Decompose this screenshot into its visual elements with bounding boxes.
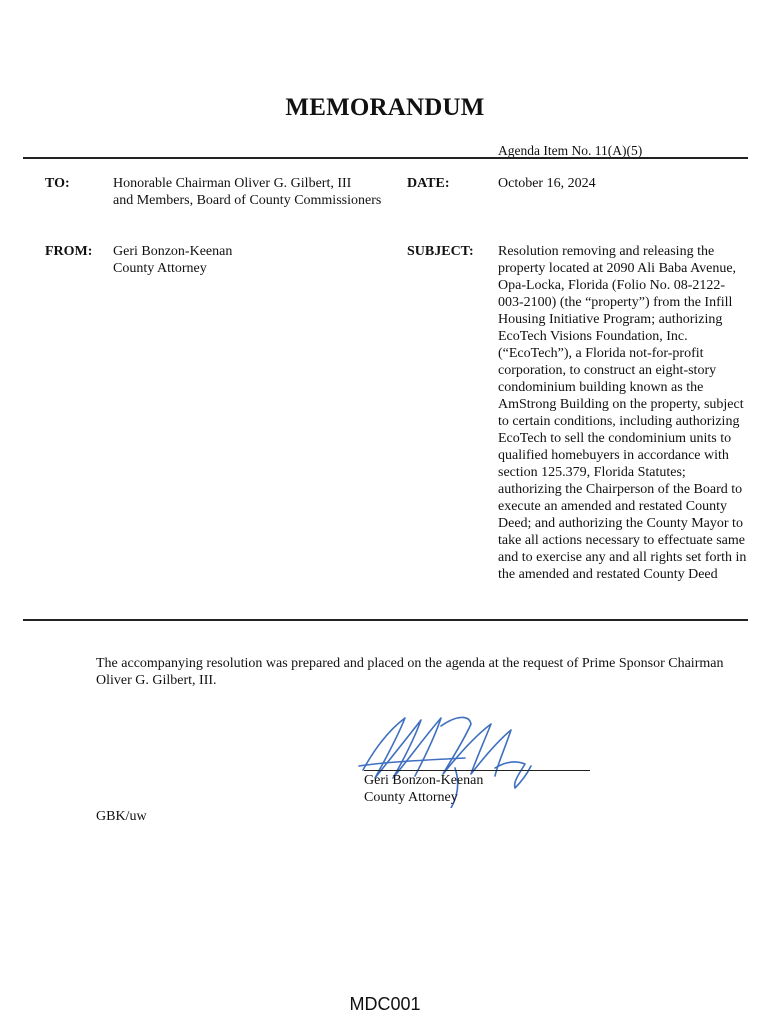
to-recipient-line-2: and Members, Board of County Commissioners: [113, 193, 382, 208]
from-title: County Attorney: [113, 261, 207, 276]
signature-stroke: [363, 718, 441, 778]
subject-label: SUBJECT:: [407, 244, 474, 259]
date-value: October 16, 2024: [498, 176, 596, 191]
from-name: Geri Bonzon-Keenan: [113, 244, 233, 259]
signature-stroke: [495, 762, 531, 788]
typist-initials: GBK/uw: [96, 809, 147, 824]
signature-line: [364, 770, 590, 771]
body-paragraph: The accompanying resolution was prepared and placed on the agenda at the request of Prime Sponsor Chairman Oliver G. Gilbert, III.: [96, 656, 724, 688]
header-divider: [23, 157, 748, 159]
signatory-block: [364, 772, 483, 806]
signatory-name: Geri Bonzon-Keenan: [364, 773, 484, 788]
signature-stroke: [441, 717, 511, 776]
agenda-item-number: Agenda Item No. 11(A)(5): [498, 143, 643, 158]
to-label: TO:: [45, 176, 70, 191]
from-label: FROM:: [45, 244, 93, 259]
date-label: DATE:: [407, 176, 450, 191]
signatory-title: County Attorney: [364, 790, 458, 805]
header-bottom-divider: [23, 619, 748, 621]
document-code: MDC001: [349, 994, 421, 1014]
memo-title: MEMORANDUM: [285, 94, 485, 121]
to-recipient-line-1: Honorable Chairman Oliver G. Gilbert, III: [113, 176, 352, 191]
subject-text: Resolution removing and releasing the property located at 2090 Ali Baba Avenue, Opa-Locka, Florida (Folio No. 08-2122-003-2100) (the “property”) from the Infill Housing Initiative Program; authorizing EcoTech Visions Foundation, Inc. (“EcoTech”), a Florida not-for-profit corporation, to construct an eight-story condominium building known as the AmStrong Building on the property, subject to certain conditions, including authorizing EcoTech to sell the condominium units to qualified homebuyers in accordance with section 125.379, Florida Statutes; authorizing the Chairperson of the Board to execute an amended and restated County Deed; and authorizing the County Mayor to take all actions necessary to effectuate same and to exercise any and all rights set forth in the amended and restated County Deed: [498, 244, 747, 582]
